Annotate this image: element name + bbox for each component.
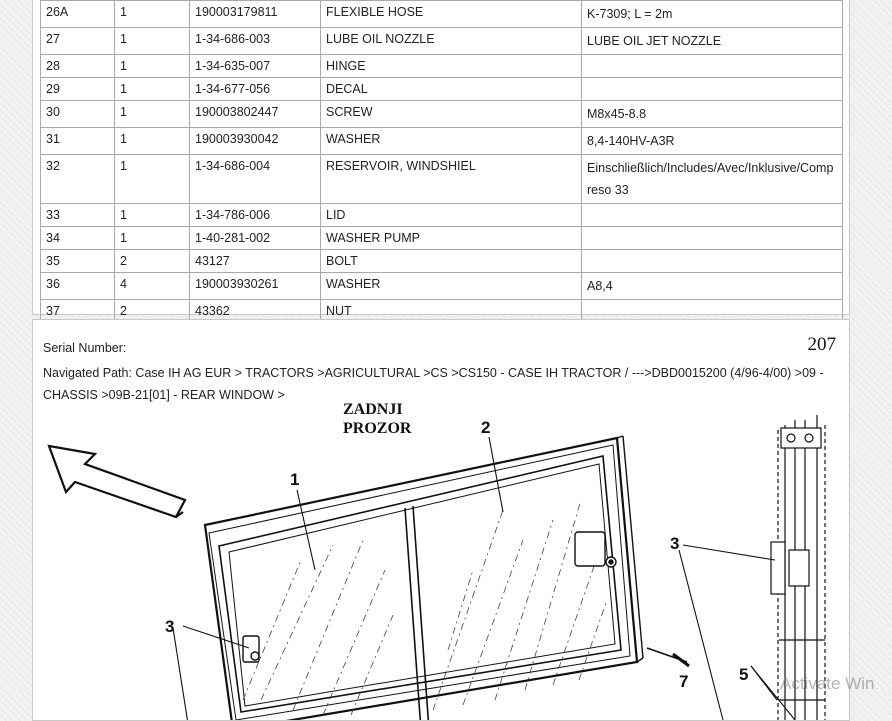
table-cell-part-no: 1-34-635-007 — [190, 55, 321, 78]
table-cell-remarks — [582, 250, 843, 273]
table-cell-description: FLEXIBLE HOSE — [321, 1, 582, 28]
table-row — [41, 204, 843, 227]
table-row — [41, 78, 843, 101]
callout-1: 1 — [290, 470, 300, 489]
callout-leaders — [173, 437, 795, 720]
direction-arrow-icon — [49, 446, 185, 517]
table-cell-part-no: 190003179811 — [190, 1, 321, 28]
callout-3-right: 3 — [670, 534, 680, 553]
table-cell-qty: 1 — [115, 101, 190, 128]
parts-table-body — [41, 1, 843, 323]
table-row — [41, 155, 843, 204]
table-cell-part-no: 190003930042 — [190, 128, 321, 155]
parts-table — [40, 0, 843, 323]
table-cell-part-no: 1-34-686-003 — [190, 28, 321, 55]
table-cell-remarks: Einschließlich/Includes/Avec/Inklusive/Compreso 33 — [582, 155, 843, 204]
table-cell-ref: 27 — [41, 28, 115, 55]
table-cell-ref: 28 — [41, 55, 115, 78]
table-cell-part-no: 190003802447 — [190, 101, 321, 128]
parts-list-panel — [32, 0, 850, 318]
table-cell-description: LUBE OIL NOZZLE — [321, 28, 582, 55]
table-cell-remarks: K-7309; L = 2m — [582, 1, 843, 28]
table-cell-part-no: 43127 — [190, 250, 321, 273]
table-cell-part-no: 1-34-686-004 — [190, 155, 321, 204]
table-cell-qty: 1 — [115, 28, 190, 55]
table-cell-description: DECAL — [321, 78, 582, 101]
table-cell-description: BOLT — [321, 250, 582, 273]
table-cell-part-no: 1-40-281-002 — [190, 227, 321, 250]
table-cell-ref: 26A — [41, 1, 115, 28]
table-cell-part-no: 1-34-677-056 — [190, 78, 321, 101]
table-cell-qty: 1 — [115, 227, 190, 250]
table-cell-qty: 1 — [115, 204, 190, 227]
table-cell-description: WASHER — [321, 273, 582, 300]
navigated-path[interactable]: Navigated Path: Case IH AG EUR > TRACTORS >AGRICULTURAL >CS >CS150 - CASE IH TRACTOR / --->DBD0015200 (4/96-4/00) >09 - CHASSIS >09B-21[01] - REAR WINDOW > — [43, 366, 824, 402]
table-cell-description: LID — [321, 204, 582, 227]
diagram-title-line2: PROZOR — [343, 420, 412, 437]
table-cell-remarks: 8,4-140HV-A3R — [582, 128, 843, 155]
table-cell-ref: 36 — [41, 273, 115, 300]
table-cell-qty: 2 — [115, 250, 190, 273]
table-cell-ref: 30 — [41, 101, 115, 128]
table-cell-qty: 2 — [115, 300, 190, 323]
table-cell-description: RESERVOIR, WINDSHIEL — [321, 155, 582, 204]
table-cell-description: WASHER PUMP — [321, 227, 582, 250]
table-cell-qty: 4 — [115, 273, 190, 300]
table-cell-qty: 1 — [115, 128, 190, 155]
rear-window-diagram — [33, 400, 849, 720]
table-cell-ref: 31 — [41, 128, 115, 155]
table-cell-ref: 37 — [41, 300, 115, 323]
table-cell-remarks: A8,4 — [582, 273, 843, 300]
callout-2: 2 — [481, 418, 491, 437]
diagram-panel — [32, 319, 850, 721]
diagram-title-line1: ZADNJI — [343, 401, 403, 418]
table-cell-ref: 33 — [41, 204, 115, 227]
table-cell-remarks: M8x45-8.8 — [582, 101, 843, 128]
table-row — [41, 55, 843, 78]
table-cell-description: HINGE — [321, 55, 582, 78]
table-cell-part-no: 43362 — [190, 300, 321, 323]
table-cell-ref: 34 — [41, 227, 115, 250]
page-number: 207 — [807, 334, 836, 355]
table-cell-description: SCREW — [321, 101, 582, 128]
window-frame — [205, 436, 643, 720]
screw-icon — [647, 648, 689, 666]
table-cell-part-no: 1-34-786-006 — [190, 204, 321, 227]
table-row — [41, 128, 843, 155]
table-cell-remarks: LUBE OIL JET NOZZLE — [582, 28, 843, 55]
table-row — [41, 273, 843, 300]
table-cell-ref: 29 — [41, 78, 115, 101]
callout-7: 7 — [679, 672, 689, 691]
table-row — [41, 1, 843, 28]
activate-windows-watermark: Activate Win — [780, 674, 875, 693]
hinge-left — [243, 636, 259, 662]
callout-3-left: 3 — [165, 617, 175, 636]
table-cell-qty: 1 — [115, 78, 190, 101]
table-cell-qty: 1 — [115, 155, 190, 204]
table-cell-description: NUT — [321, 300, 582, 323]
callout-5: 5 — [739, 665, 749, 684]
table-cell-remarks — [582, 78, 843, 101]
table-cell-ref: 35 — [41, 250, 115, 273]
table-cell-remarks — [582, 204, 843, 227]
table-cell-remarks — [582, 227, 843, 250]
table-cell-part-no: 190003930261 — [190, 273, 321, 300]
serial-number-label: Serial Number: — [43, 341, 127, 355]
table-row — [41, 28, 843, 55]
table-cell-qty: 1 — [115, 1, 190, 28]
table-row — [41, 250, 843, 273]
table-row — [41, 227, 843, 250]
table-cell-description: WASHER — [321, 128, 582, 155]
table-cell-qty: 1 — [115, 55, 190, 78]
table-cell-remarks — [582, 55, 843, 78]
table-cell-ref: 32 — [41, 155, 115, 204]
table-row — [41, 101, 843, 128]
